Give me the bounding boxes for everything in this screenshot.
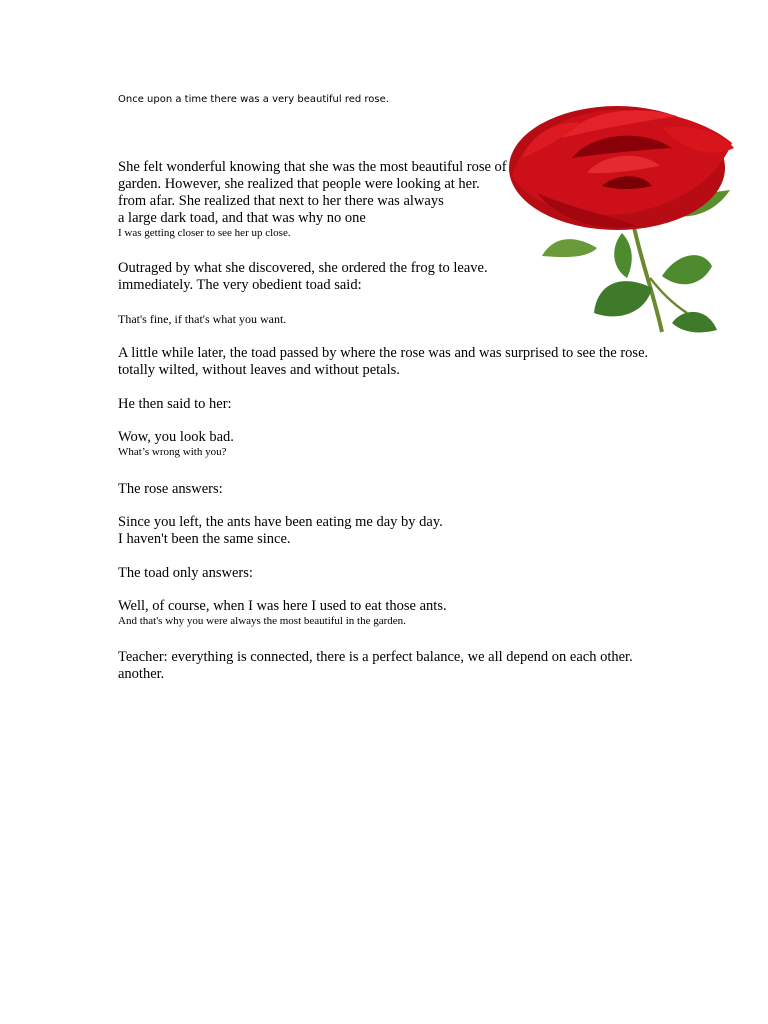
paragraph-3: That's fine, if that's what you want.: [118, 312, 287, 326]
paragraph-4-line-2: totally wilted, without leaves and without petals.: [118, 362, 400, 378]
paragraph-2-line-2: immediately. The very obedient toad said:: [118, 277, 362, 293]
paragraph-1-line-4: a large dark toad, and that was why no one: [118, 210, 366, 226]
red-rose-image: [502, 98, 740, 334]
paragraph-7: The rose answers:: [118, 481, 223, 497]
paragraph-1-line-3: from afar. She realized that next to her there was always: [118, 193, 444, 209]
paragraph-1-line-1: She felt wonderful knowing that she was the most beautiful rose of: [118, 159, 507, 175]
paragraph-10-line-2: And that's why you were always the most beautiful in the garden.: [118, 615, 406, 627]
paragraph-10-line-1: Well, of course, when I was here I used to eat those ants.: [118, 598, 447, 614]
paragraph-6-line-1: Wow, you look bad.: [118, 429, 234, 445]
intro-line: Once upon a time there was a very beautiful red rose.: [118, 94, 389, 105]
paragraph-8-line-2: I haven't been the same since.: [118, 531, 291, 547]
paragraph-11-line-1: Teacher: everything is connected, there is a perfect balance, we all depend on each other.: [118, 649, 633, 665]
paragraph-1-line-5: I was getting closer to see her up close.: [118, 227, 291, 239]
paragraph-9: The toad only answers:: [118, 565, 253, 581]
paragraph-4-line-1: A little while later, the toad passed by where the rose was and was surprised to see the rose.: [118, 345, 649, 361]
paragraph-11-line-2: another.: [118, 666, 165, 682]
paragraph-5: He then said to her:: [118, 396, 232, 412]
paragraph-6-line-2: What’s wrong with you?: [118, 446, 227, 458]
paragraph-8-line-1: Since you left, the ants have been eating me day by day.: [118, 514, 443, 530]
paragraph-2-line-1: Outraged by what she discovered, she ordered the frog to leave.: [118, 260, 488, 276]
paragraph-1-line-2: garden. However, she realized that people were looking at her.: [118, 176, 480, 192]
